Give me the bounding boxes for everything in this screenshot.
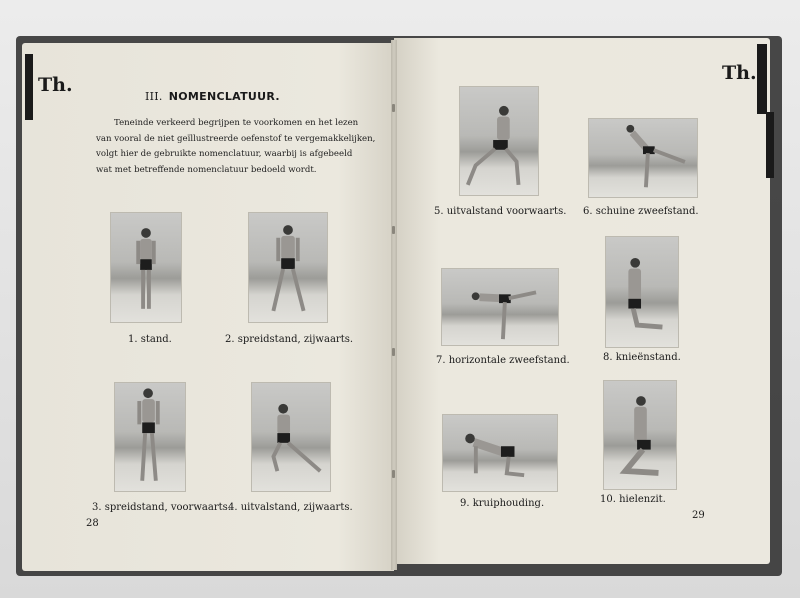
page-number-right: 29 bbox=[692, 510, 705, 521]
caption-7: 7. horizontale zweefstand. bbox=[436, 355, 570, 366]
intro-line: Teneinde verkeerd begrijpen te voorkomen en het lezen bbox=[114, 118, 359, 128]
thumb-index-marker-left bbox=[25, 54, 33, 120]
caption-6: 6. schuine zweefstand. bbox=[583, 206, 699, 217]
caption-9: 9. kruiphouding. bbox=[460, 498, 545, 509]
section-title: NOMENCLATUUR. bbox=[168, 90, 280, 103]
caption-8: 8. knieënstand. bbox=[603, 352, 681, 363]
section-number: III. bbox=[145, 90, 163, 103]
thumb-tab-label-right: Th. bbox=[722, 62, 757, 84]
photo-hielenzit bbox=[603, 380, 677, 490]
intro-line: volgt hier de gebruikte nomenclatuur, waarbij is afgebeeld bbox=[96, 149, 353, 159]
caption-2: 2. spreidstand, zijwaarts. bbox=[225, 334, 354, 345]
book-gutter bbox=[391, 40, 397, 570]
caption-10: 10. hielenzit. bbox=[600, 494, 666, 505]
binding-stitch bbox=[392, 226, 395, 234]
photo-spreidstand-zijwaarts bbox=[248, 212, 328, 323]
photo-kruiphouding bbox=[442, 414, 558, 492]
caption-4: 4. uitvalstand, zijwaarts. bbox=[228, 502, 353, 513]
intro-line: van vooral de niet geïllustreerde oefenstof te vergemakkelijken, bbox=[96, 133, 376, 144]
photo-schuine-zweefstand bbox=[588, 118, 698, 198]
binding-stitch bbox=[392, 104, 395, 112]
photo-horizontale-zweefstand bbox=[441, 268, 559, 346]
thumb-index-marker-right bbox=[757, 44, 767, 114]
page-number-left: 28 bbox=[86, 518, 99, 529]
intro-line: wat met betreffende nomenclatuur bedoeld wordt. bbox=[96, 164, 317, 175]
caption-1: 1. stand. bbox=[128, 334, 172, 345]
photo-knieenstand bbox=[605, 236, 679, 348]
thumb-tab-label-left: Th. bbox=[38, 74, 73, 96]
binding-stitch bbox=[392, 470, 395, 478]
binding-stitch bbox=[392, 348, 395, 356]
photo-uitvalstand-zijwaarts bbox=[251, 382, 331, 492]
photo-spreidstand-voorwaarts bbox=[114, 382, 186, 492]
intro-paragraph bbox=[96, 116, 376, 178]
photo-uitvalstand-voorwaarts bbox=[459, 86, 539, 196]
photo-stand bbox=[110, 212, 182, 323]
thumb-index-marker-right-lower bbox=[766, 112, 774, 178]
section-heading bbox=[145, 90, 280, 103]
caption-3: 3. spreidstand, voorwaarts. bbox=[92, 502, 231, 513]
caption-5: 5. uitvalstand voorwaarts. bbox=[434, 206, 567, 217]
